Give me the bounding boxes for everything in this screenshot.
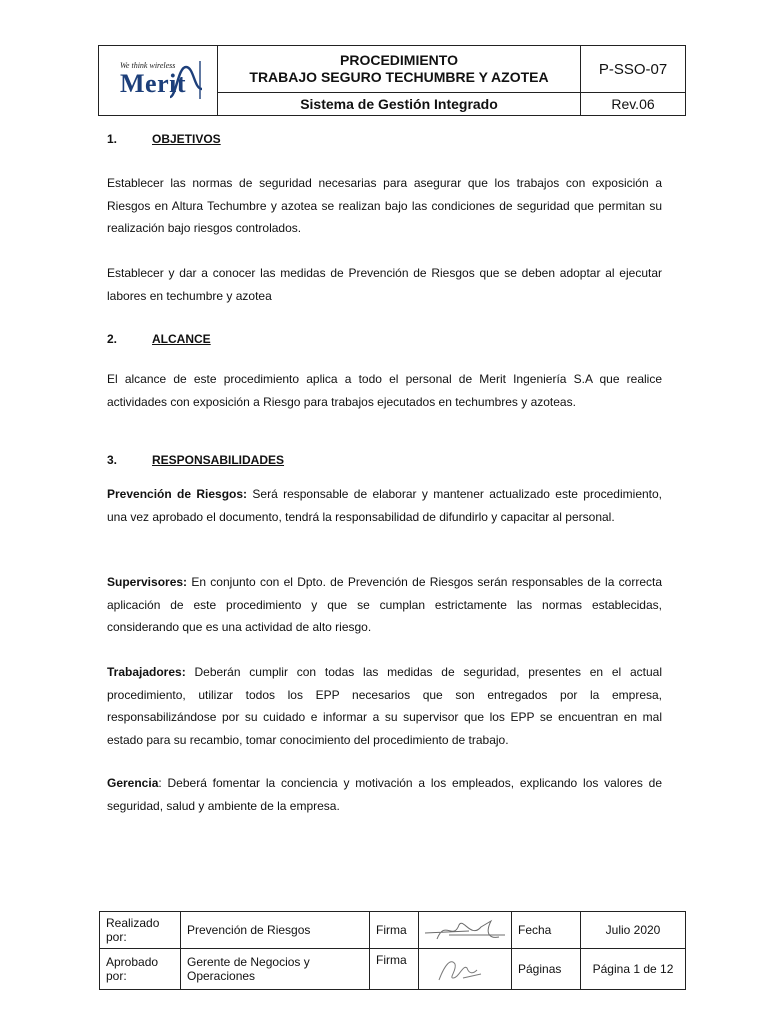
- realizado-value: Prevención de Riesgos: [181, 912, 370, 949]
- title-line-2: TRABAJO SEGURO TECHUMBRE Y AZOTEA: [249, 69, 549, 85]
- objetivos-paragraph-1: Establecer las normas de seguridad necesarias para asegurar que los trabajos con exposición a Riesgos en Altura Techumbre y azotea se realizan bajo las condiciones de seguridad que permitan su realización bajo riesgos controlados.: [107, 176, 662, 235]
- document-subtitle: Sistema de Gestión Integrado: [218, 93, 581, 116]
- paginas-label: Páginas: [512, 949, 581, 990]
- responsabilidad-trabajadores: [107, 661, 662, 751]
- title-line-1: PROCEDIMIENTO: [340, 52, 458, 68]
- section-title: OBJETIVOS: [152, 132, 221, 146]
- role-text: : Deberá fomentar la conciencia y motivación a los empleados, explicando los valores de seguridad, salud y ambiente de la empresa.: [107, 776, 662, 813]
- responsabilidad-prevencion: [107, 483, 662, 528]
- role-label: Gerencia: [107, 776, 159, 790]
- section-number: 3.: [107, 453, 118, 467]
- section-title: ALCANCE: [152, 332, 211, 346]
- objetivos-paragraph-2: Establecer y dar a conocer las medidas de Prevención de Riesgos que se deben adoptar al ejecutar labores en techumbre y azotea: [107, 266, 662, 303]
- logo-cell: [99, 46, 218, 116]
- merit-logo: [106, 53, 210, 109]
- firma-label: Firma: [370, 949, 419, 990]
- approval-footer-table: [99, 911, 686, 990]
- signature-cell-2: [419, 949, 512, 990]
- signature-image: [419, 952, 511, 986]
- document-header-table: [98, 45, 686, 116]
- responsabilidad-supervisores: [107, 571, 662, 639]
- signature-cell-1: [419, 912, 512, 949]
- role-label: Trabajadores:: [107, 665, 186, 679]
- section-heading-objetivos: [107, 132, 221, 146]
- aprobado-value: Gerente de Negocios y Operaciones: [181, 949, 370, 990]
- wave-icon: [166, 59, 206, 103]
- document-code: P-SSO-07: [581, 46, 686, 93]
- paginas-value: Página 1 de 12: [581, 949, 686, 990]
- realizado-label: Realizado por:: [100, 912, 181, 949]
- firma-label: Firma: [370, 912, 419, 949]
- fecha-value: Julio 2020: [581, 912, 686, 949]
- section-title: RESPONSABILIDADES: [152, 453, 285, 467]
- aprobado-label: Aprobado por:: [100, 949, 181, 990]
- logo-tagline: We think wireless: [120, 60, 176, 70]
- logo-wordmark: Merit: [120, 68, 187, 98]
- role-text: Será responsable de elaborar y mantener actualizado este procedimiento, una vez aprobado el documento, tendrá la responsabilidad de difundirlo y capacitar al personal.: [107, 487, 663, 524]
- role-label: Prevención de Riesgos:: [107, 487, 248, 501]
- alcance-paragraph: El alcance de este procedimiento aplica a todo el personal de Merit Ingeniería S.A que realice actividades con exposición a Riesgo para trabajos ejecutados en techumbres y azoteas.: [107, 372, 662, 409]
- section-heading-responsabilidades: [107, 453, 284, 467]
- document-revision: Rev.06: [581, 93, 686, 116]
- role-text: En conjunto con el Dpto. de Prevención de Riesgos serán responsables de la correcta aplicación de este procedimiento y que se cumplan estrictamente las normas establecidas, considerando que es una actividad de alto riesgo.: [107, 575, 662, 634]
- fecha-label: Fecha: [512, 912, 581, 949]
- document-title: [218, 46, 581, 93]
- section-number: 1.: [107, 132, 118, 146]
- section-number: 2.: [107, 332, 118, 346]
- role-label: Supervisores:: [107, 575, 188, 589]
- responsabilidad-gerencia: [107, 772, 662, 817]
- signature-image: [419, 915, 511, 945]
- role-text: Deberán cumplir con todas las medidas de seguridad, presentes en el actual procedimiento, utilizar todos los EPP necesarios que son entregados por la empresa, responsabilizándose por su cuidado e informar a su supervisor que los EPP se encuentran en mal estado para su recambio, tomar conocimiento del procedimiento de trabajo.: [107, 665, 662, 747]
- section-heading-alcance: [107, 332, 211, 346]
